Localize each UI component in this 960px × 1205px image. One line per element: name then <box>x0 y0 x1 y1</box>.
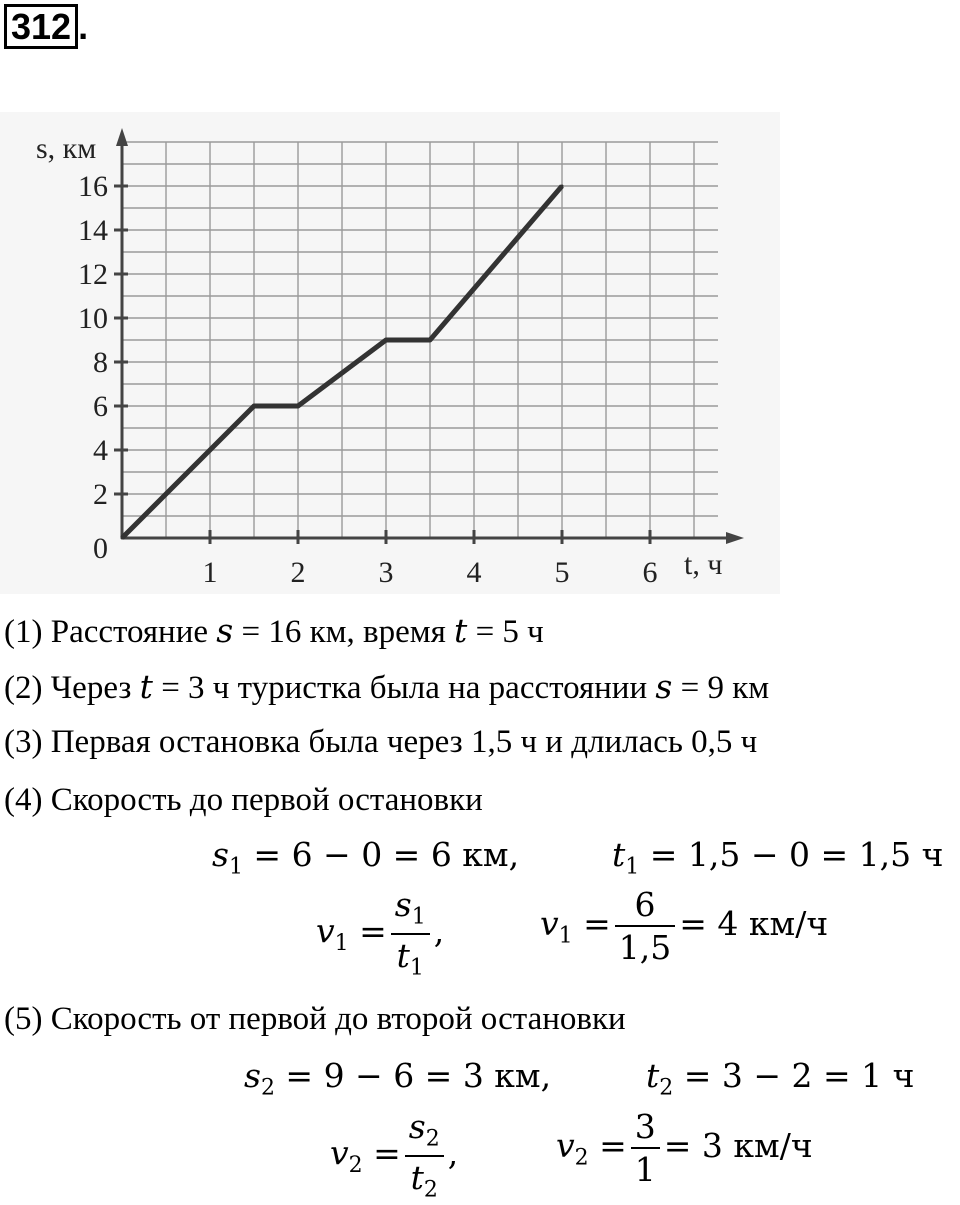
eq-v1b-sub: 1 <box>558 923 573 949</box>
line1-var-t: t <box>454 611 468 650</box>
frac2-num-var: s <box>408 1107 426 1146</box>
data-point <box>385 339 388 342</box>
frac2-den-sub: 2 <box>423 1177 438 1203</box>
frac2-num-sub: 2 <box>425 1126 440 1152</box>
distance-time-chart <box>0 112 780 594</box>
equation-v2-formula: $v_2$ = $\frac{s_2}{t_2}$ , <box>330 1107 459 1203</box>
answer-line-3: (3) Первая остановка была через 1,5 ч и длилась 0,5 ч <box>4 724 758 760</box>
y-tick-label: 2 <box>93 478 108 511</box>
x-tick-label: 2 <box>290 556 306 589</box>
y-tick-label: 10 <box>78 302 108 335</box>
line2-eq1: = 3 ч туристка была на расстоянии <box>152 670 656 706</box>
data-point <box>253 405 256 408</box>
data-point <box>121 537 124 540</box>
equation-t1 <box>612 835 944 880</box>
eq-v2b-sub: 2 <box>574 1145 589 1171</box>
y-tick-label: 8 <box>93 346 108 379</box>
fraction-s1-t1 <box>391 885 430 981</box>
frac-num: 6 <box>615 888 675 927</box>
y-tick-label: 4 <box>93 434 108 467</box>
eq-s2-rhs: = 9 − 6 = 3 км, <box>274 1056 552 1095</box>
equation-v2-value: $v_2$ = $\frac{3}{1}$ = 3 км/ч <box>556 1107 813 1189</box>
fraction-6-1-5 <box>615 885 675 967</box>
equation-v1-formula: $v_1$ = $\frac{s_1}{t_1}$ , <box>316 885 445 981</box>
fraction-3-1 <box>631 1107 660 1189</box>
eq-v1b-var: v <box>540 904 559 943</box>
eq-v2a-sub: 2 <box>348 1153 363 1179</box>
problem-number <box>4 4 88 49</box>
equation-s1 <box>212 835 520 880</box>
line2-eq2: = 9 км <box>672 670 770 706</box>
eq-s1-rhs: = 6 − 0 = 6 км, <box>242 835 520 874</box>
line2-var-t: t <box>139 667 153 706</box>
frac-num-sub: 1 <box>411 904 426 930</box>
y-tick-label: 14 <box>78 214 108 247</box>
equation-v1-value: $v_1$ = $\frac{6}{1,5}$ = 4 км/ч <box>540 885 829 967</box>
eq-v1a-sub: 1 <box>334 931 349 957</box>
x-tick-label: 4 <box>466 556 482 589</box>
y-tick-label: 12 <box>78 258 108 291</box>
answer-line-2 <box>4 667 770 706</box>
eq-v1b-tail: = 4 км/ч <box>679 904 829 943</box>
answer-line-1 <box>4 611 544 650</box>
equation-s2 <box>244 1056 552 1101</box>
eq-t1-sub: 1 <box>625 854 640 880</box>
frac-den-var: t <box>396 935 410 975</box>
y-axis-label: s, км <box>36 132 97 165</box>
problem-number-dot: . <box>78 6 89 47</box>
x-axis-arrow-icon <box>726 532 744 544</box>
y-axis-arrow-icon <box>116 128 128 146</box>
line2-var-s: s <box>655 667 673 706</box>
origin-label: 0 <box>93 532 108 565</box>
frac2-num: 3 <box>631 1110 660 1149</box>
frac2-den-var: t <box>410 1157 424 1197</box>
answer-line-4: (4) Скорость до первой остановки <box>4 782 483 818</box>
line1-eq2: = 5 ч <box>467 614 544 650</box>
answer-line-5: (5) Скорость от первой до второй остановки <box>4 1001 626 1037</box>
problem-number-box: 312 <box>4 4 78 49</box>
fraction-s2-t2 <box>405 1107 444 1203</box>
x-tick-label: 6 <box>642 556 658 589</box>
eq-t2-sub: 2 <box>659 1075 674 1101</box>
equation-t2 <box>646 1056 915 1101</box>
x-tick-label: 1 <box>202 556 218 589</box>
line1-prefix: (1) Расстояние <box>4 614 217 650</box>
eq-v2b-var: v <box>556 1126 575 1165</box>
eq-s2-var: s <box>244 1056 261 1095</box>
frac-den: 1,5 <box>618 928 672 967</box>
line1-eq1: = 16 км, время <box>233 614 455 650</box>
eq-s1-sub: 1 <box>228 854 243 880</box>
chart-svg <box>0 112 780 594</box>
eq-t1-rhs: = 1,5 − 0 = 1,5 ч <box>639 835 944 874</box>
eq-s1-var: s <box>212 835 229 874</box>
eq-v1a-var: v <box>316 911 335 951</box>
line2-prefix: (2) Через <box>4 670 140 706</box>
eq-v2b-tail: = 3 км/ч <box>663 1126 813 1165</box>
eq-t2-rhs: = 3 − 2 = 1 ч <box>673 1056 915 1095</box>
line1-var-s: s <box>216 611 234 650</box>
data-point <box>561 185 564 188</box>
eq-v2a-var: v <box>330 1133 349 1173</box>
frac-den-sub: 1 <box>409 955 424 981</box>
y-tick-label: 6 <box>93 390 108 423</box>
eq-s2-sub: 2 <box>260 1075 275 1101</box>
eq-v2a-tail: , <box>447 1133 459 1173</box>
eq-v1a-tail: , <box>433 911 445 951</box>
data-point <box>297 405 300 408</box>
x-tick-label: 3 <box>378 556 394 589</box>
frac-num-var: s <box>394 885 412 924</box>
x-tick-label: 5 <box>554 556 570 589</box>
x-axis-label: t, ч <box>684 548 723 581</box>
eq-t2-var: t <box>646 1056 660 1095</box>
data-point <box>429 339 432 342</box>
y-tick-label: 16 <box>78 170 108 203</box>
eq-t1-var: t <box>612 835 626 874</box>
frac2-den: 1 <box>634 1150 656 1189</box>
